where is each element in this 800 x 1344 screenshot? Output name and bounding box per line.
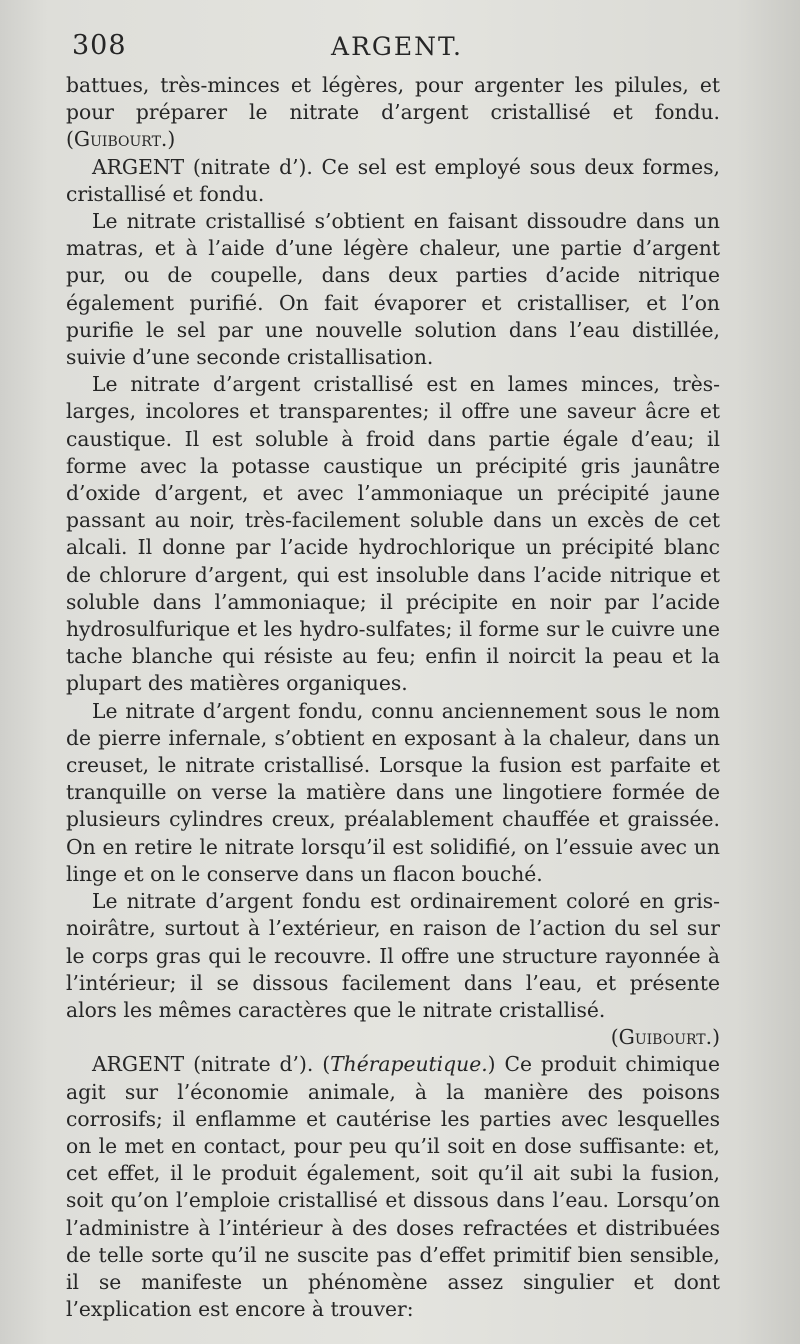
section-label: Thérapeutique. xyxy=(330,1052,488,1077)
paragraph-7 xyxy=(66,1051,720,1323)
paragraph-1-text: battues, très-minces et légères, pour argenter les pilules, et pour préparer le nitrate d’argent cristallisé et fondu. ( xyxy=(66,73,720,152)
author-signature: (Guibourt.) xyxy=(610,1025,720,1050)
paragraph-1 xyxy=(66,72,720,154)
running-title: ARGENT. xyxy=(331,32,463,61)
paragraph-2: ARGENT (nitrate d’). Ce sel est employé sous deux formes, cristallisé et fondu. xyxy=(66,154,720,206)
paragraph-4: Le nitrate d’argent cristallisé est en lames minces, très-larges, incolores et transparentes; il offre une saveur âcre et caustique. Il est soluble à froid dans partie égale d’eau; il forme avec la potasse caustique un précipité gris jaunâtre d’oxide d’argent, et avec l’ammoniaque un précipité jaune passant au noir, très-facilement soluble dans un excès de cet alcali. Il donne par l’acide hydrochlorique un précipité blanc de chlorure d’argent, qui est insoluble dans l’acide nitrique et soluble dans l’ammoniaque; il précipite en noir par l’acide hydrosulfurique et les hydro-sulfates; il forme sur le cuivre une tache blanche qui résiste au feu; enfin il noircit la peau et la plupart des matières organiques. xyxy=(66,372,720,696)
paragraph-3: Le nitrate cristallisé s’obtient en faisant dissoudre dans un matras, et à l’aide d’une légère chaleur, une partie d’argent pur, ou de coupelle, dans deux parties d’acide nitrique également purifié. On fait évaporer et cristalliser, et l’on purifie le sel par une nouvelle solution dans l’eau distillée, suivie d’une seconde cristallisation. xyxy=(66,209,720,370)
paragraph-5: Le nitrate d’argent fondu, connu anciennement sous le nom de pierre infernale, s’obtient en exposant à la chaleur, dans un creuset, le nitrate cristallisé. Lorsque la fusion est parfaite et tranquille on verse la matière dans une lingotiere formée de plusieurs cylindres creux, préalablement chauffée et graissée. On en retire le nitrate lorsqu’il est solidifié, on l’essuie avec un linge et on le conserve dans un flacon bouché. xyxy=(66,698,720,886)
paragraph-7-heading: ARGENT (nitrate d’). ( xyxy=(92,1052,331,1077)
paragraph-7-text: ) Ce produit chimique agit sur l’économie animale, à la manière des poisons corrosifs; il enflamme et cautérise les parties avec lesquelles on le met en contact, pour peu qu’il soit en dose suffisante: et, cet effet, il le produit également, soit qu’il ait subi la fusion, soit qu’on l’emploie cristallisé et dissous dans l’eau. Lorsqu’on l’administre à l’intérieur à des doses refractées et distribuées de telle sorte qu’il ne suscite pas d’effet primitif bien sensible, il se manifeste un phénomène assez singulier et dont l’explication est encore à trouver: xyxy=(66,1052,720,1322)
paragraph-1-close: .) xyxy=(160,127,176,152)
paragraph-6-text: Le nitrate d’argent fondu est ordinairement coloré en gris-noirâtre, surtout à l’extérieur, en raison de l’action du sel sur le corps gras qui le recouvre. Il offre une structure rayonnée à l’intérieur; il se dissous facilement dans l’eau, et présente alors les mêmes caractères que le nitrate cristallisé. xyxy=(66,889,720,1022)
page-header xyxy=(72,26,722,66)
body-text xyxy=(66,72,720,1323)
paragraph-6 xyxy=(66,888,720,1050)
page-number: 308 xyxy=(72,30,127,61)
author-signature: Guibourt xyxy=(73,127,161,152)
